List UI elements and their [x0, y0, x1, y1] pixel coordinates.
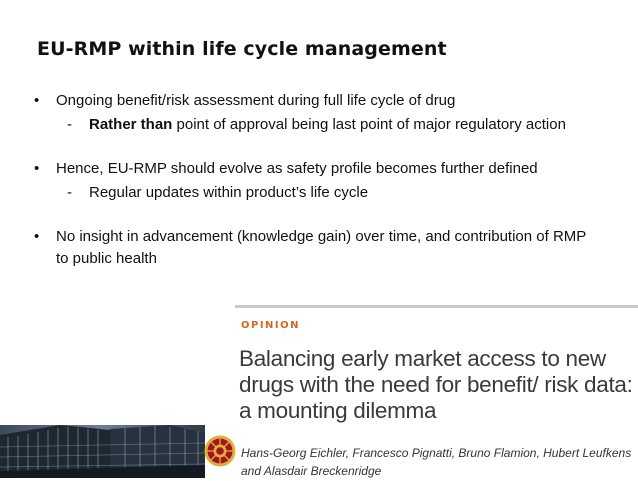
- sub-bullet-item: [34, 182, 624, 204]
- bullet-text: Ongoing benefit/risk assessment during full life cycle of drug: [56, 92, 456, 109]
- university-seal-logo: [203, 432, 237, 470]
- bullet-marker: •: [34, 228, 40, 245]
- sub-bullet-marker: -: [67, 184, 72, 201]
- sub-bullet-marker: -: [67, 116, 72, 133]
- bullet-text: No insight in advancement (knowledge gain) over time, and contribution of RMP to public health: [56, 228, 587, 267]
- article-section-label: OPINION: [241, 320, 301, 331]
- sub-bullet-text: Regular updates within product’s life cycle: [89, 184, 369, 201]
- slide-title: EU-RMP within life cycle management: [37, 38, 447, 60]
- bullet-list: [34, 90, 624, 270]
- bullet-item: [34, 226, 624, 270]
- bullet-item: [34, 158, 624, 180]
- bullet-marker: •: [34, 160, 40, 177]
- article-authors: Hans-Georg Eichler, Francesco Pignatti, Bruno Flamion, Hubert Leufkens and Alasdair Breckenridge: [241, 446, 632, 478]
- article-clipping: [235, 305, 638, 481]
- article-title: Balancing early market access to new drugs with the need for benefit/ risk data: a mounting dilemma: [239, 346, 633, 423]
- sub-bullet-rest: point of approval being last point of major regulatory action: [172, 116, 566, 133]
- building-photo: [0, 425, 205, 478]
- bullet-item: [34, 90, 624, 112]
- bullet-marker: •: [34, 92, 40, 109]
- sub-bullet-text: [34, 114, 624, 136]
- bullet-text: Hence, EU-RMP should evolve as safety profile becomes further defined: [56, 160, 538, 177]
- sub-bullet-item: [34, 114, 624, 136]
- emphasis-text: Rather than: [89, 116, 173, 133]
